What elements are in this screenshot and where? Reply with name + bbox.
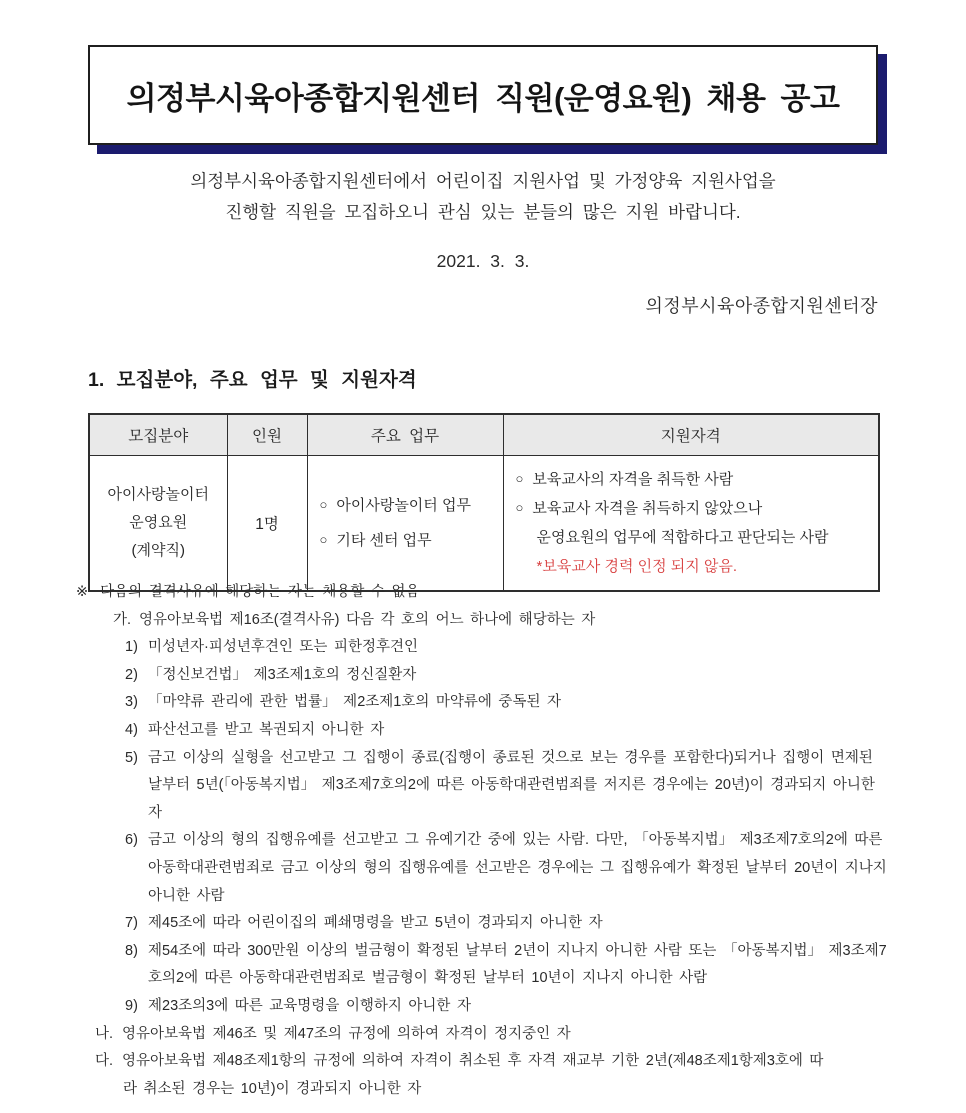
qualification-line: ○ 보육교사 자격을 취득하지 않았으나 [516, 494, 871, 523]
title-box [88, 45, 878, 145]
intro-line: 의정부시육아종합지원센터에서 어린이집 지원사업 및 가정양육 지원사업을 [190, 171, 776, 191]
qualifications-cell [503, 456, 879, 592]
headcount-cell: 1명 [227, 456, 307, 592]
table-header-row [89, 414, 879, 456]
column-header-position: 모집분야 [89, 414, 227, 456]
clause-na: 나. 영유아보육법 제46조 및 제47조의 규정에 의하여 자격이 정지중인 자 [95, 1025, 571, 1042]
list-item-1: 1) 미성년자·피성년후견인 또는 피한정후견인 [125, 639, 419, 656]
reference-mark-icon: ※ [76, 584, 89, 600]
qualification-line: 운영요원의 업무에 적합하다고 판단되는 사람 [536, 529, 829, 546]
intro-line: 진행할 직원을 모집하오니 관심 있는 분들의 많은 지원 바랍니다. [225, 202, 741, 222]
position-line: (계약직) [131, 542, 185, 559]
column-header-qualifications: 지원자격 [503, 414, 879, 456]
list-item-9: 9) 제23조의3에 따른 교육명령을 이행하지 아니한 자 [125, 997, 471, 1014]
duties-cell [307, 456, 503, 592]
disqualification-section [0, 579, 966, 1103]
page-title: 의정부시육아종합지원센터 직원(운영요원) 채용 공고 [126, 80, 840, 116]
section-heading: 1. 모집분야, 주요 업무 및 지원자격 [88, 369, 417, 391]
list-item-5: 5) 금고 이상의 실형을 선고받고 그 집행이 종료(집행이 종료된 것으로 보는 경우를 포함한다)되거나 집행이 면제된 날부터 5년(「아동복지법」 제3조제7호의2에 따른 아동학대관련범죄를 저지른 경우에는 20년)이 경과되지 아니한 자 [125, 749, 875, 821]
circle-bullet-icon: ○ [515, 471, 524, 486]
column-header-duties: 주요 업무 [307, 414, 503, 456]
position-line: 운영요원 [129, 514, 188, 531]
list-item-8: 8) 제54조에 따라 300만원 이상의 벌금형이 확정된 날부터 2년이 지나지 아니한 사람 또는 「아동복지법」 제3조제7 호의2에 따른 아동학대관련범죄로 벌금형이 확정된 날부터 10년이 지나지 아니한 사람 [125, 942, 887, 987]
circle-bullet-icon: ○ [319, 532, 328, 547]
qualification-warning: *보육교사 경력 인정 되지 않음. [536, 558, 738, 575]
signature-line: 의정부시육아종합지원센터장 [645, 296, 878, 316]
disqualification-heading: ※ 다음의 결격사유에 해당하는 자는 채용할 수 없음 [76, 584, 420, 600]
position-cell [89, 456, 227, 592]
column-header-headcount: 인원 [227, 414, 307, 456]
duty-line: ○ 아이사랑놀이터 업무 [320, 488, 502, 523]
clause-ga: 가. 영유아보육법 제16조(결격사유) 다음 각 호의 어느 하나에 해당하는 자 [113, 611, 596, 628]
duty-line: ○ 기타 센터 업무 [320, 523, 502, 558]
position-line: 아이사랑놀이터 [107, 486, 209, 503]
list-item-2: 2) 「정신보건법」 제3조제1호의 정신질환자 [125, 666, 417, 683]
list-item-3: 3) 「마약류 관리에 관한 법률」 제2조제1호의 마약류에 중독된 자 [125, 694, 561, 711]
posting-date: 2021. 3. 3. [436, 251, 530, 271]
table-row [89, 456, 879, 592]
list-item-4: 4) 파산선고를 받고 복권되지 아니한 자 [125, 721, 385, 738]
circle-bullet-icon: ○ [515, 500, 524, 515]
list-item-6: 6) 금고 이상의 형의 집행유예를 선고받고 그 유예기간 중에 있는 사람. 다만, 「아동복지법」 제3조제7호의2에 따른 아동학대관련범죄로 금고 이상의 형의 집행유예를 선고받은 경우에는 그 집행유예가 확정된 날부터 20년이 지나지 아니한 사람 [125, 832, 887, 904]
recruitment-table [88, 413, 880, 592]
clause-da: 다. 영유아보육법 제48조제1항의 규정에 의하여 자격이 취소된 후 자격 재교부 기한 2년(제48조제1항제3호에 따 라 취소된 경우는 10년)이 경과되지 아니한 자 [95, 1053, 824, 1097]
list-item-7: 7) 제45조에 따라 어린이집의 폐쇄명령을 받고 5년이 경과되지 아니한 자 [125, 915, 603, 932]
intro-paragraph [88, 166, 878, 228]
circle-bullet-icon: ○ [319, 497, 328, 512]
qualification-line: ○ 보육교사의 자격을 취득한 사람 [516, 465, 871, 494]
